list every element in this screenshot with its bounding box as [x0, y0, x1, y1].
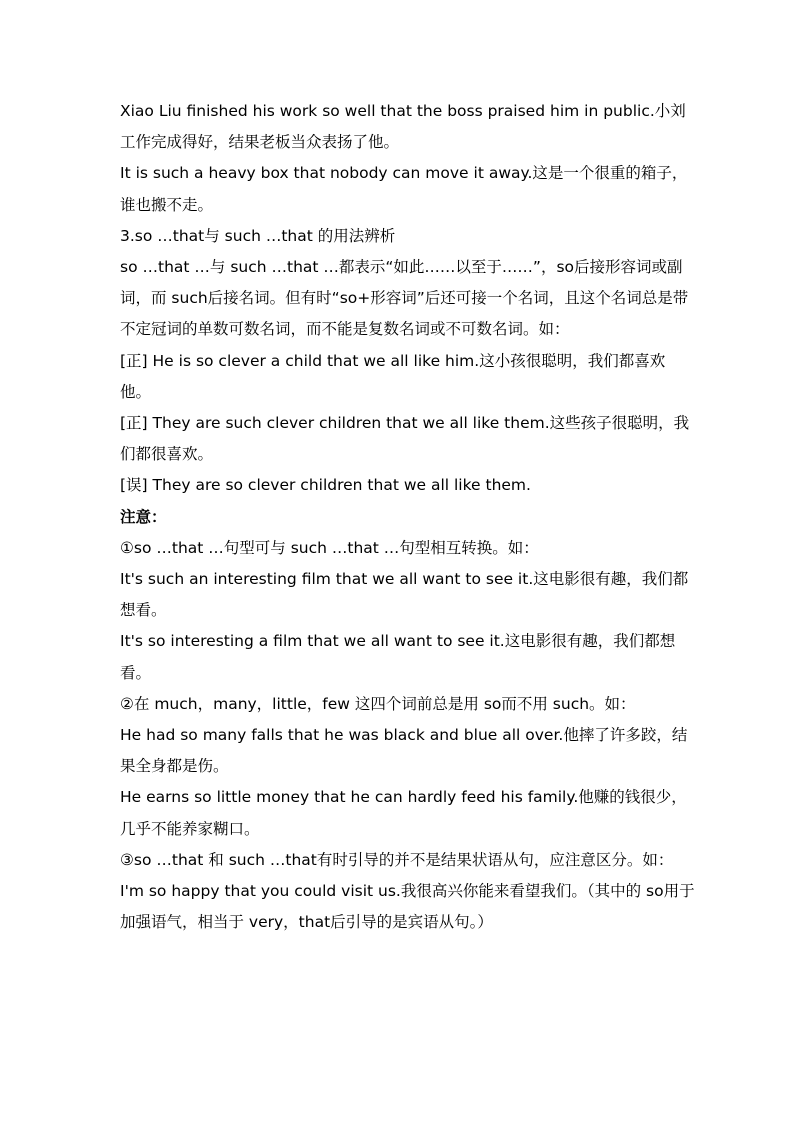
- correct-example-clever-children: [正] They are such clever children that we all like them.这些孩子很聪明，我们都很喜欢。: [120, 414, 690, 464]
- example-so-happy: I'm so happy that you could visit us.我很高兴你能来看望我们。（其中的 so用于加强语气，相当于 very，that后引导的是宾语从句。）: [120, 882, 695, 932]
- example-little-money: He earns so little money that he can hardly feed his family.他赚的钱很少，几乎不能养家糊口。: [120, 788, 687, 838]
- note-heading: 注意：: [120, 507, 167, 526]
- example-many-falls: He had so many falls that he was black and blue all over.他摔了许多跤，结果全身都是伤。: [120, 726, 688, 776]
- note-1: ①so …that …句型可与 such …that …句型相互转换。如：: [120, 538, 539, 557]
- document-body: [120, 96, 695, 938]
- note-3: ③so …that 和 such …that有时引导的并不是结果状语从句，应注意区分。如：: [120, 850, 674, 869]
- explanation-paragraph: so …that …与 such …that …都表示“如此……以至于……”，so后接形容词或副词，而 such后接名词。但有时“so+形容词”后还可接一个名词，且这个名词总是带不定冠词的单数可数名词，而不能是复数名词或不可数名词。如：: [120, 258, 689, 339]
- note-2: ②在 much，many，little，few 这四个词前总是用 so而不用 such。如：: [120, 694, 636, 713]
- example-sentence-heavy-box: It is such a heavy box that nobody can move it away.这是一个很重的箱子，谁也搬不走。: [120, 164, 688, 214]
- example-so-film: It's so interesting a film that we all want to see it.这电影很有趣，我们都想看。: [120, 632, 676, 682]
- example-such-film: It's such an interesting film that we all want to see it.这电影很有趣，我们都想看。: [120, 570, 689, 620]
- example-sentence-work-praised: Xiao Liu finished his work so well that the boss praised him in public.小刘工作完成得好，结果老板当众表扬了他。: [120, 102, 686, 152]
- section-heading: 3.so …that与 such …that 的用法辨析: [120, 226, 396, 245]
- incorrect-example: [误] They are so clever children that we all like them.: [120, 476, 531, 495]
- correct-example-clever-child: [正] He is so clever a child that we all like him.这小孩很聪明，我们都喜欢他。: [120, 351, 666, 401]
